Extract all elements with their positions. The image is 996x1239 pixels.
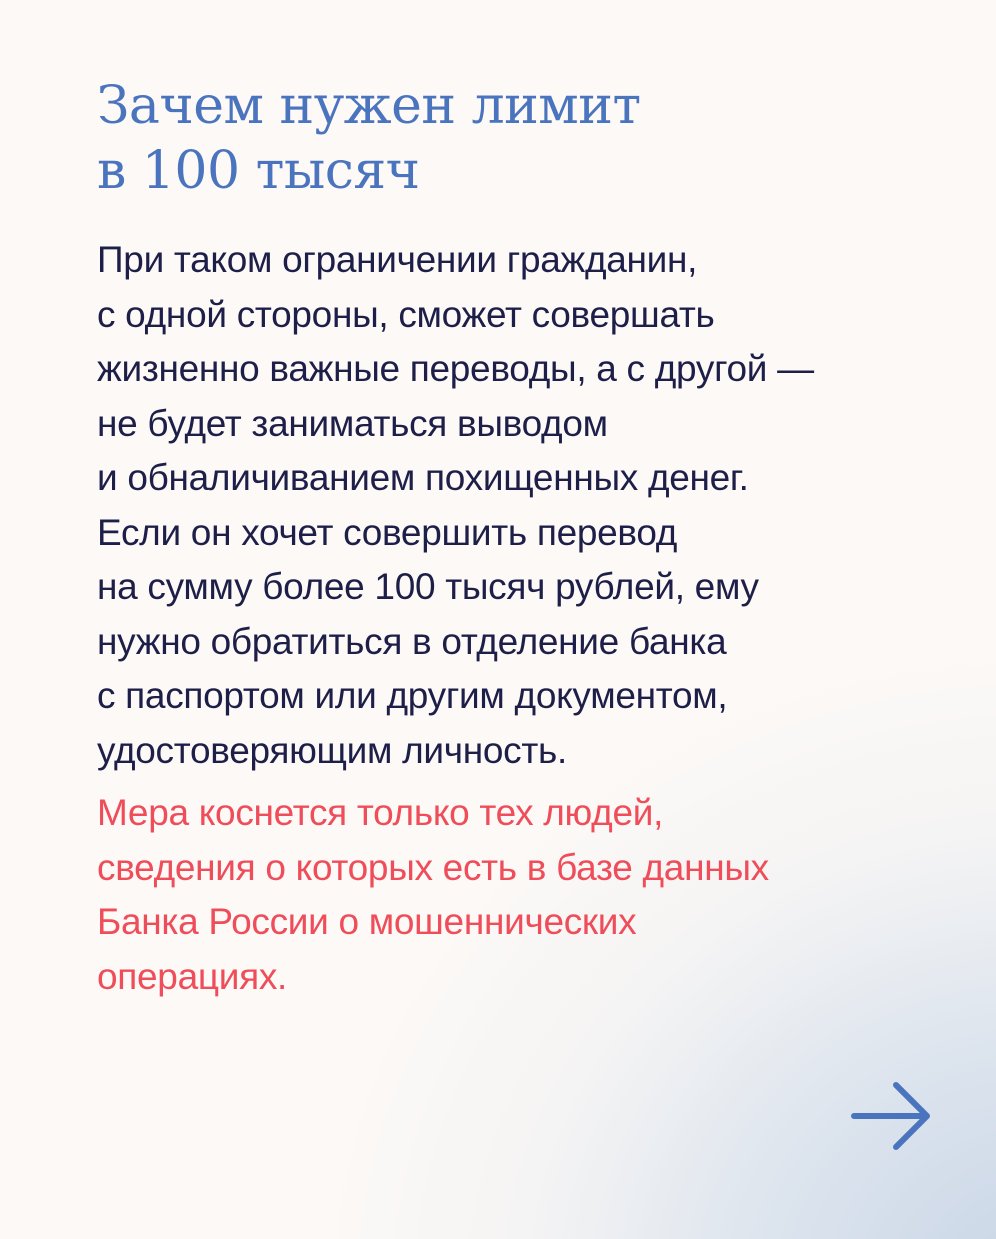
paragraph-line: Если он хочет совершить перевод (97, 511, 678, 553)
paragraph-line: на сумму более 100 тысяч рублей, ему (97, 566, 759, 607)
main-paragraph (97, 233, 977, 778)
paragraph-line: не будет заниматься выводом (97, 402, 608, 444)
paragraph-line: При таком ограничении гражданин, (97, 239, 698, 280)
note-line: Мера коснется только тех людей, (97, 792, 664, 833)
note-line: Банка России о мошеннических (97, 901, 637, 942)
paragraph-line: и обналичиванием похищенных денег. (97, 457, 749, 498)
arrow-right-icon (846, 1076, 938, 1156)
paragraph-line: с одной стороны, сможет совершать (97, 293, 715, 335)
note-line: операциях. (97, 955, 288, 997)
title-line: Зачем нужен лимит (97, 76, 641, 136)
title-line: в 100 тысяч (97, 141, 420, 201)
paragraph-line: жизненно важные переводы, а с другой — (97, 348, 814, 389)
next-slide-button[interactable] (846, 1076, 938, 1156)
paragraph-line: нужно обратиться в отделение банка (97, 620, 727, 662)
page-title (97, 74, 957, 204)
highlight-note (97, 786, 977, 1004)
paragraph-line: с паспортом или другим документом, (97, 675, 728, 716)
note-line: сведения о которых есть в базе данных (97, 846, 769, 888)
paragraph-line: удостоверяющим личность. (97, 729, 567, 771)
